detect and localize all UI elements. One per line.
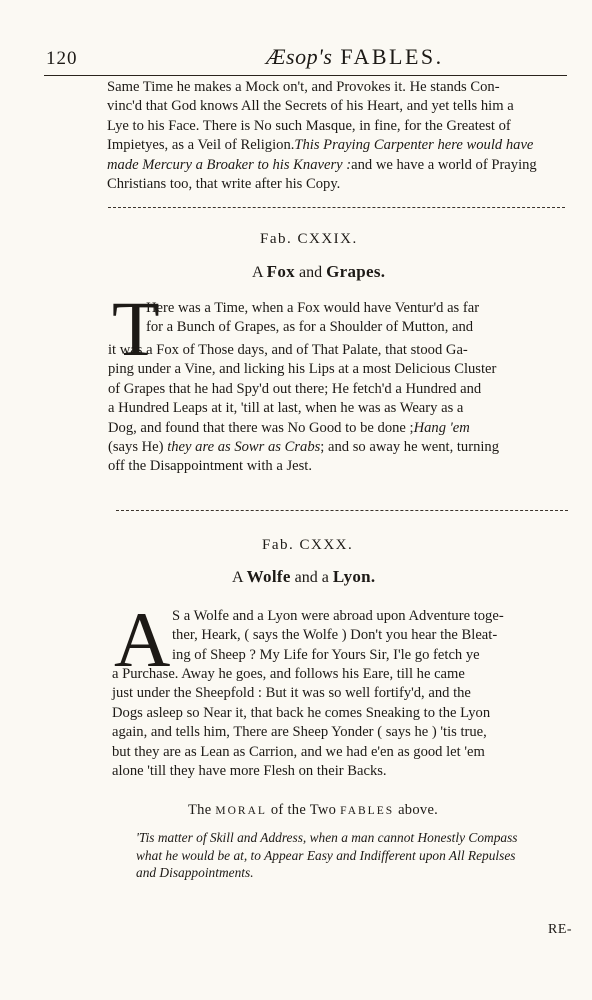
text-line: Dogs asleep so Near it, that back he comes Sneaking to the Lyon [112,704,491,721]
fable-title: A Wolfe and a Lyon. [232,567,376,586]
section-divider [108,207,565,208]
running-title-italic: Æsop's [266,44,333,69]
continuation-text [107,78,565,194]
text-line: Impietyes, as a Veil of Religion.This Praying Carpenter here would have [107,137,534,154]
text-line: 'Tis matter of Skill and Address, when a man cannot Honestly Compass [136,830,518,845]
text-line: ping under a Vine, and licking his Lips at a most Delicious Cluster [108,361,497,378]
fable-number: Fab. CXXX. [262,537,354,553]
section-divider [116,510,568,511]
text-line: ing of Sheep ? My Life for Yours Sir, I'le go fetch ye [172,646,480,663]
running-title-caps: FABLES. [340,44,444,69]
head-rule [44,75,567,76]
moral-heading: The MORAL of the Two FABLES above. [188,802,439,818]
text-line: of Grapes that he had Spy'd out there; He fetch'd a Hundred and [108,380,482,397]
text-line: again, and tells him, There are Sheep Yonder ( says he ) 'tis true, [112,724,487,741]
text-line: for a Bunch of Grapes, as for a Shoulder of Mutton, and [146,319,474,336]
text-line: a Purchase. Away he goes, and follows his Eare, till he came [112,666,465,682]
fable-title: A Fox and Grapes. [252,262,386,281]
catchword: RE- [548,922,573,937]
fable-text [172,607,564,665]
text-line: and Disappointments. [136,865,254,880]
fable-text [108,341,564,477]
moral-text [136,829,566,882]
drop-cap: T [112,285,160,372]
text-line: but they are as Lean as Carrion, and we had e'en as good let 'em [112,743,485,760]
fable-text [146,299,564,338]
fable-text [112,665,566,781]
text-line: made Mercury a Broaker to his Knavery :and we have a world of Praying [107,156,537,173]
text-line: Same Time he makes a Mock on't, and Provokes it. He stands Con- [107,79,500,95]
text-line: S a Wolfe and a Lyon were abroad upon Adventure toge- [172,608,504,624]
running-head [46,44,566,74]
page-number: 120 [46,48,78,69]
text-line: Dog, and found that there was No Good to be done ;Hang 'em [108,419,470,436]
text-line: a Hundred Leaps at it, 'till at last, when he was as Weary as a [108,400,464,417]
text-line: just under the Sheepfold : But it was so well fortify'd, and the [112,685,471,702]
text-line: off the Disappointment with a Jest. [108,458,313,475]
text-line: it was a Fox of Those days, and of That Palate, that stood Ga- [108,342,468,358]
fable-number: Fab. CXXIX. [260,231,358,247]
drop-cap: A [114,596,171,683]
text-line: ther, Heark, ( says the Wolfe ) Don't you hear the Bleat- [172,627,498,644]
text-line: Here was a Time, when a Fox would have Ventur'd as far [146,300,480,316]
text-line: what he would be at, to Appear Easy and Indifferent upon All Repulses [136,847,516,863]
text-line: Christians too, that write after his Copy. [107,176,341,193]
running-title [266,44,444,70]
text-line: vinc'd that God knows All the Secrets of his Heart, and yet tells him a [107,98,514,115]
text-line: (says He) they are as Sowr as Crabs; and so away he went, turning [108,439,500,456]
text-line: Lye to his Face. There is No such Masque, in fine, for the Greatest of [107,117,511,134]
text-line: alone 'till they have more Flesh on their Backs. [112,763,387,780]
